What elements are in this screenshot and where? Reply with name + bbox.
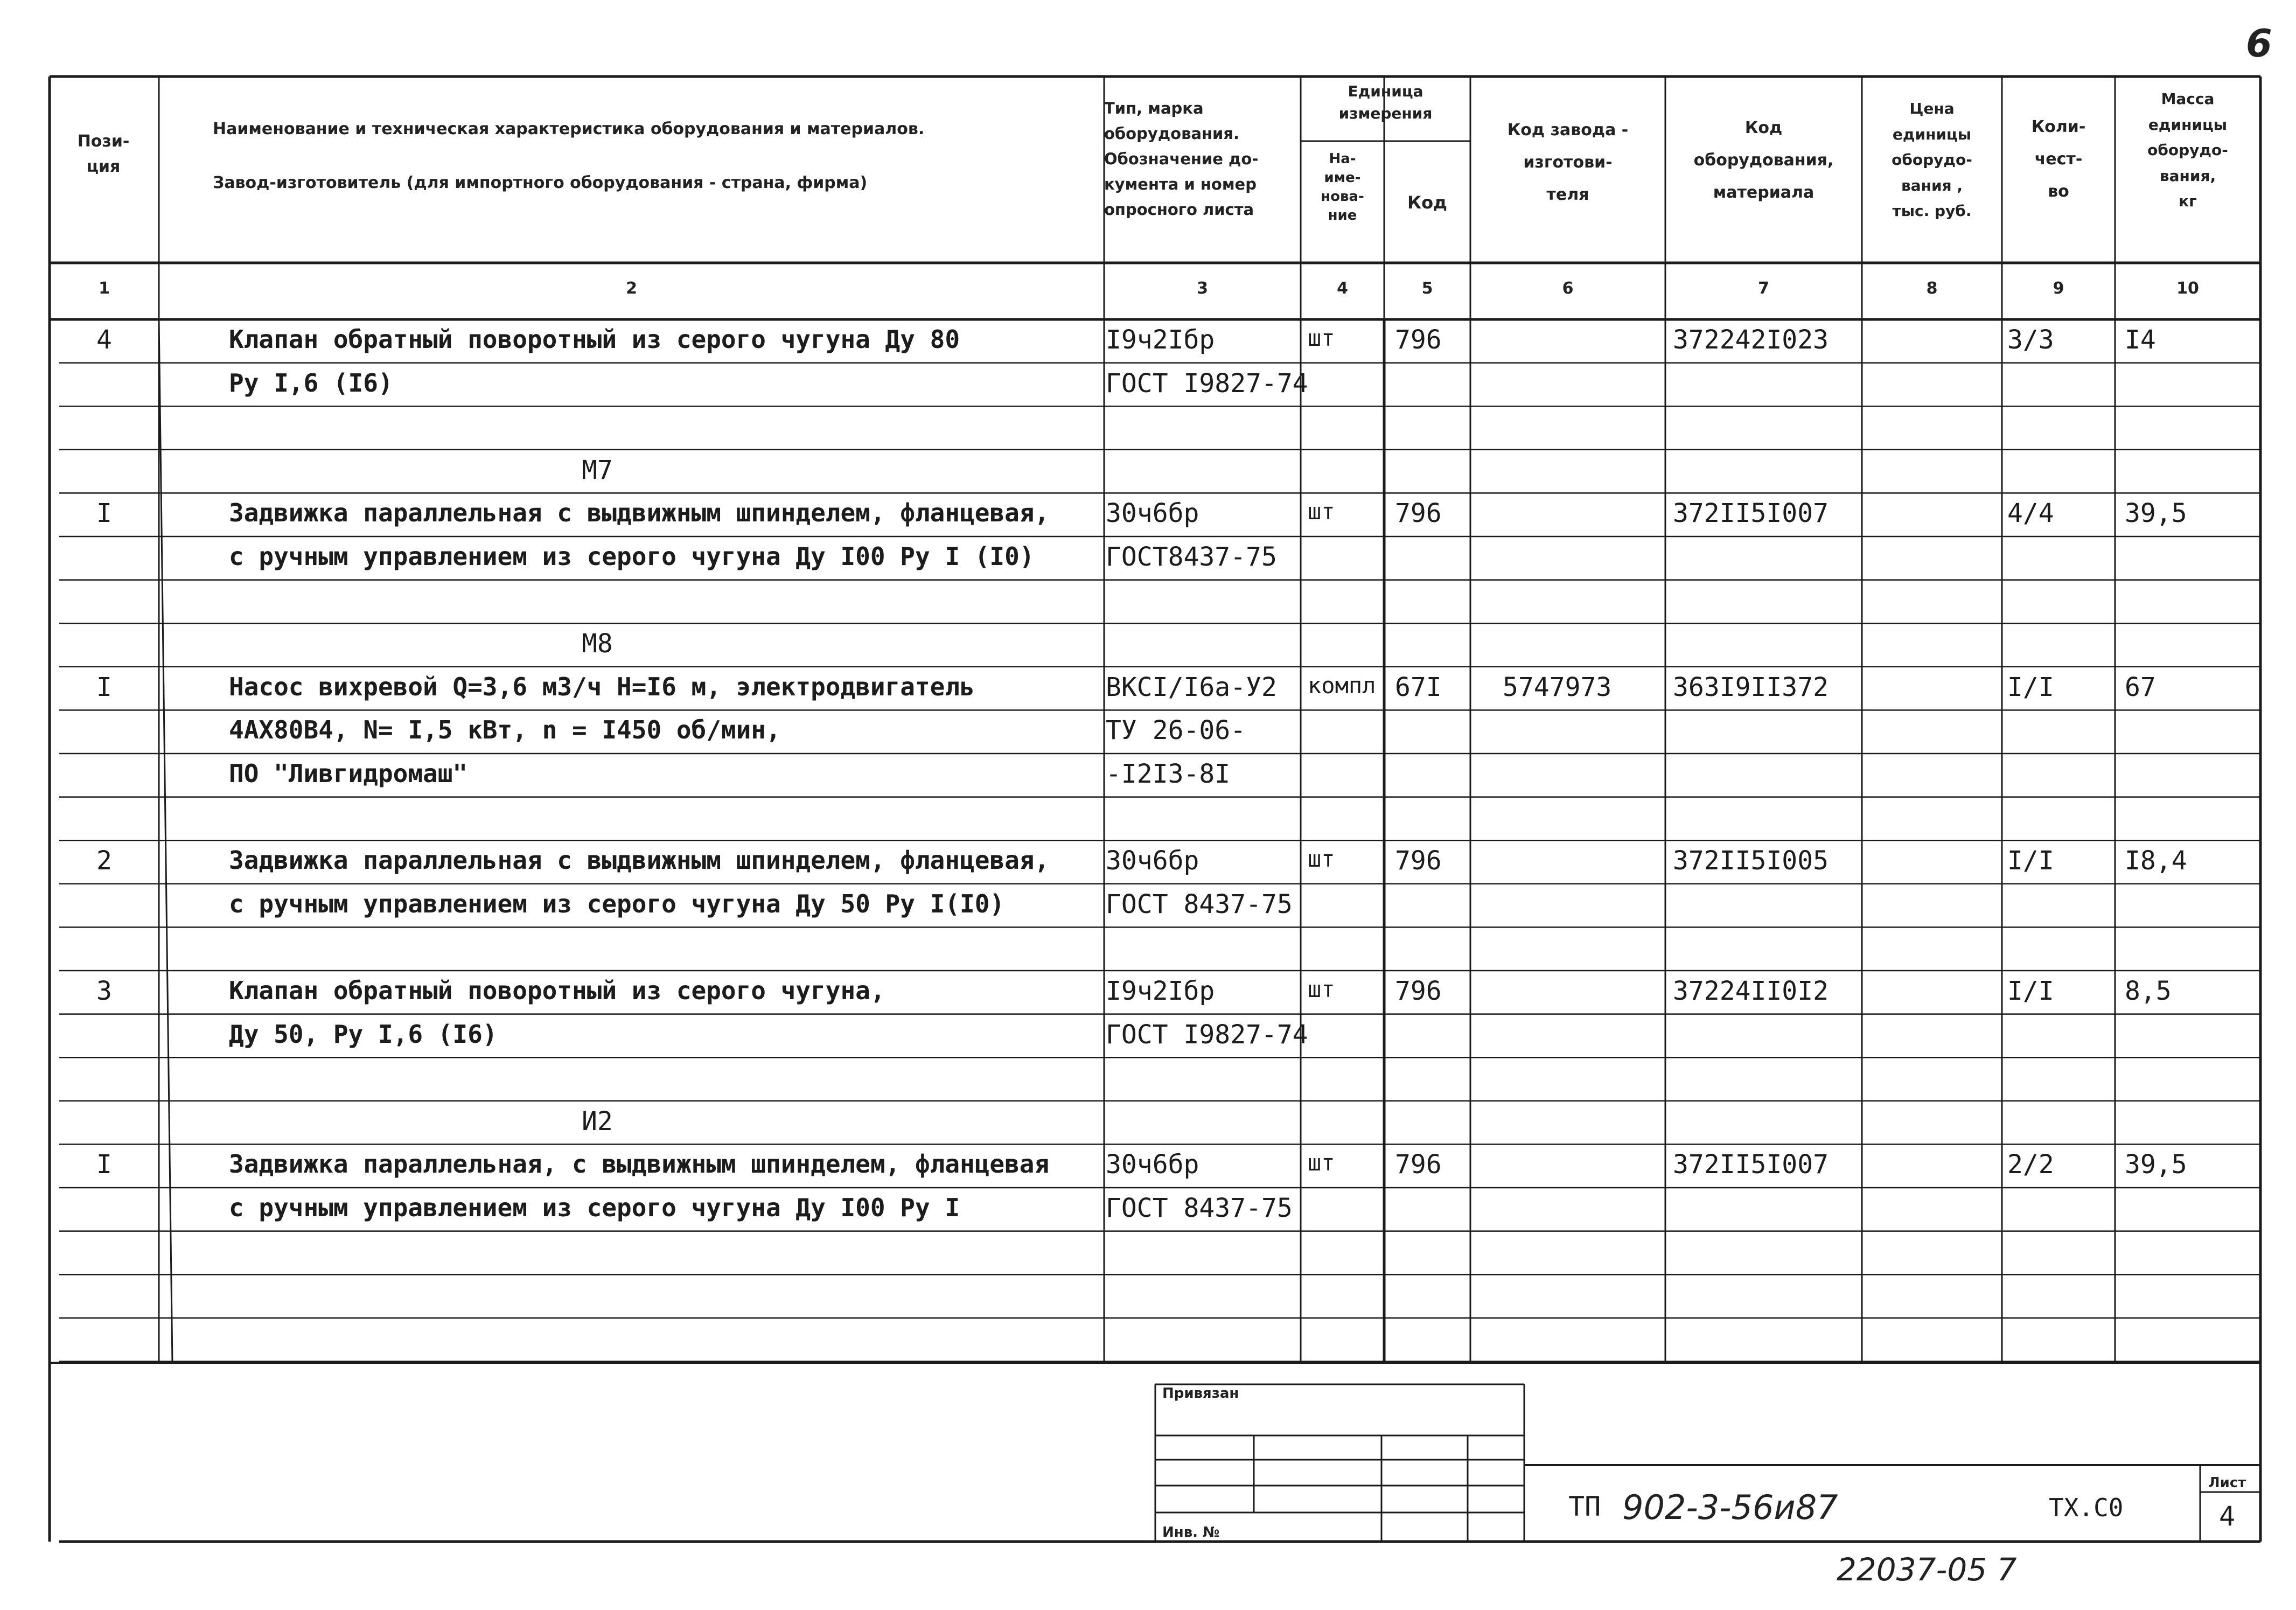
cell-name: Задвижка параллельная с выдвижным шпинделем, фланцевая, — [229, 498, 1050, 528]
cell-equip: 37224II0I2 — [1673, 976, 1829, 1006]
header-plant-code: Код завода - изготови- теля — [1507, 121, 1629, 204]
cell-type: -I2I3-8I — [1106, 759, 1231, 789]
cell-mass: 8,5 — [2125, 976, 2172, 1006]
cell-equip: 372II5I005 — [1673, 846, 1829, 876]
header-name-line1: Наименование и техническая характеристика оборудования и материалов. — [213, 120, 925, 138]
cell-equip: 372242I023 — [1673, 325, 1829, 355]
header-quantity: Коли- чест- во — [2031, 117, 2086, 201]
header-type: Тип, марка оборудования. Обозначение до- кумента и номер опросного листа — [1104, 99, 1259, 219]
header-equipment-code: Код оборудования, материала — [1693, 119, 1834, 202]
cell-code: 796 — [1395, 846, 1442, 876]
cell-type: ГОСТ8437-75 — [1106, 542, 1277, 572]
cell-type: 30ч6бр — [1106, 1149, 1199, 1180]
cell-type: 30ч6бр — [1106, 498, 1199, 529]
cell-unit: шт — [1308, 325, 1335, 351]
cell-name: ПО "Ливгидромаш" — [229, 759, 468, 788]
cell-type: ТУ 26-06- — [1106, 715, 1246, 746]
cell-equip: 372II5I007 — [1673, 1149, 1829, 1180]
cell-type: I9ч2Iбр — [1106, 976, 1215, 1006]
column-number-9: 9 — [2053, 279, 2064, 298]
column-number-3: 3 — [1197, 279, 1208, 298]
cell-pos: 4 — [96, 325, 112, 355]
stamp-inv-number: Инв. № — [1162, 1524, 1220, 1541]
cell-qty: 3/3 — [2007, 325, 2054, 355]
cell-unit: шт — [1308, 846, 1335, 873]
cell-code: 67I — [1395, 672, 1442, 702]
doc-mark: ТХ.С0 — [2049, 1493, 2124, 1522]
header-position: Пози- ция — [77, 132, 130, 176]
archive-number: 22037-05 7 — [1837, 1551, 2017, 1588]
cell-mass: I8,4 — [2125, 846, 2187, 876]
cell-qty: 4/4 — [2007, 498, 2054, 529]
sheet-label: Лист — [2208, 1475, 2246, 1491]
sheet-number: 4 — [2219, 1501, 2236, 1532]
cell-name: с ручным управлением из серого чугуна Ду I00 Ру I (I0) — [229, 542, 1035, 571]
cell-code: 796 — [1395, 976, 1442, 1006]
cell-type: ГОСТ I9827-74 — [1106, 1019, 1308, 1050]
cell-name: с ручным управлением из серого чугуна Ду 50 Ру I(I0) — [229, 889, 1005, 918]
cell-name: с ручным управлением из серого чугуна Ду I00 Ру I — [229, 1193, 960, 1222]
cell-type: 30ч6бр — [1106, 846, 1199, 876]
cell-qty: I/I — [2007, 846, 2054, 876]
cell-qty: I/I — [2007, 672, 2054, 702]
cell-qty: 2/2 — [2007, 1149, 2054, 1180]
cell-mass: 67 — [2125, 672, 2156, 702]
cell-type: ВКСI/I6а-У2 — [1106, 672, 1277, 702]
column-number-8: 8 — [1926, 279, 1938, 298]
cell-code: 796 — [1395, 1149, 1442, 1180]
cell-unit: шт — [1308, 498, 1335, 525]
cell-name: Задвижка параллельная, с выдвижным шпинделем, фланцевая — [229, 1149, 1050, 1179]
cell-pos: I — [96, 1149, 112, 1180]
cell-type: I9ч2Iбр — [1106, 325, 1215, 355]
cell-pos: 2 — [96, 846, 112, 876]
doc-prefix: ТП — [1568, 1491, 1601, 1522]
column-number-4: 4 — [1337, 279, 1348, 298]
cell-mass: I4 — [2125, 325, 2156, 355]
column-number-6: 6 — [1562, 279, 1574, 298]
cell-name: Ру I,6 (I6) — [229, 368, 393, 398]
stamp-privyazan: Привязан — [1162, 1385, 1239, 1402]
cell-qty: I/I — [2007, 976, 2054, 1006]
column-number-7: 7 — [1758, 279, 1769, 298]
column-number-2: 2 — [626, 279, 637, 298]
grid-line — [159, 319, 172, 1363]
column-number-10: 10 — [2176, 279, 2199, 298]
cell-name: Клапан обратный поворотный из серого чугуна, — [229, 976, 885, 1005]
column-number-5: 5 — [1421, 279, 1433, 298]
cell-plant: 5747973 — [1503, 672, 1612, 702]
cell-name: Насос вихревой Q=3,6 м3/ч Н=I6 м, электродвигатель — [229, 672, 975, 701]
sheet-corner-number: 6 — [2246, 22, 2272, 66]
cell-code: 796 — [1395, 325, 1442, 355]
cell-pos: 3 — [96, 976, 112, 1006]
header-unit-code: Код — [1407, 192, 1447, 213]
cell-pos: I — [96, 498, 112, 529]
cell-unit: шт — [1308, 976, 1335, 1002]
cell-pos: I — [96, 672, 112, 702]
section-heading: И2 — [582, 1106, 613, 1137]
header-price: Цена единицы оборудо- вания , тыс. руб. — [1892, 100, 1972, 220]
column-number-1: 1 — [99, 279, 110, 298]
cell-equip: 372II5I007 — [1673, 498, 1829, 529]
doc-number: 902-3-56и87 — [1622, 1488, 1838, 1527]
cell-mass: 39,5 — [2125, 498, 2187, 529]
header-mass: Масса единицы оборудо- вания, кг — [2147, 90, 2228, 211]
cell-mass: 39,5 — [2125, 1149, 2187, 1180]
cell-code: 796 — [1395, 498, 1442, 529]
cell-equip: 363I9II372 — [1673, 672, 1829, 702]
cell-unit: шт — [1308, 1149, 1335, 1176]
cell-name: Задвижка параллельная с выдвижным шпинделем, фланцевая, — [229, 846, 1050, 875]
section-heading: М8 — [582, 629, 613, 659]
header-unit: Единица измерения — [1338, 82, 1433, 122]
cell-type: ГОСТ 8437-75 — [1106, 1193, 1293, 1223]
section-heading: М7 — [582, 455, 613, 485]
cell-name: Клапан обратный поворотный из серого чугуна Ду 80 — [229, 325, 960, 354]
cell-unit: компл — [1308, 672, 1376, 699]
cell-name: 4АХ80В4, N= I,5 кВт, n = I450 об/мин, — [229, 715, 781, 745]
header-name-line2: Завод-изготовитель (для импортного оборудования - страна, фирма) — [213, 173, 868, 192]
cell-type: ГОСТ 8437-75 — [1106, 889, 1293, 919]
header-unit-name: На- име- нова- ние — [1321, 151, 1364, 224]
cell-name: Ду 50, Ру I,6 (I6) — [229, 1019, 498, 1049]
cell-type: ГОСТ I9827-74 — [1106, 368, 1308, 399]
